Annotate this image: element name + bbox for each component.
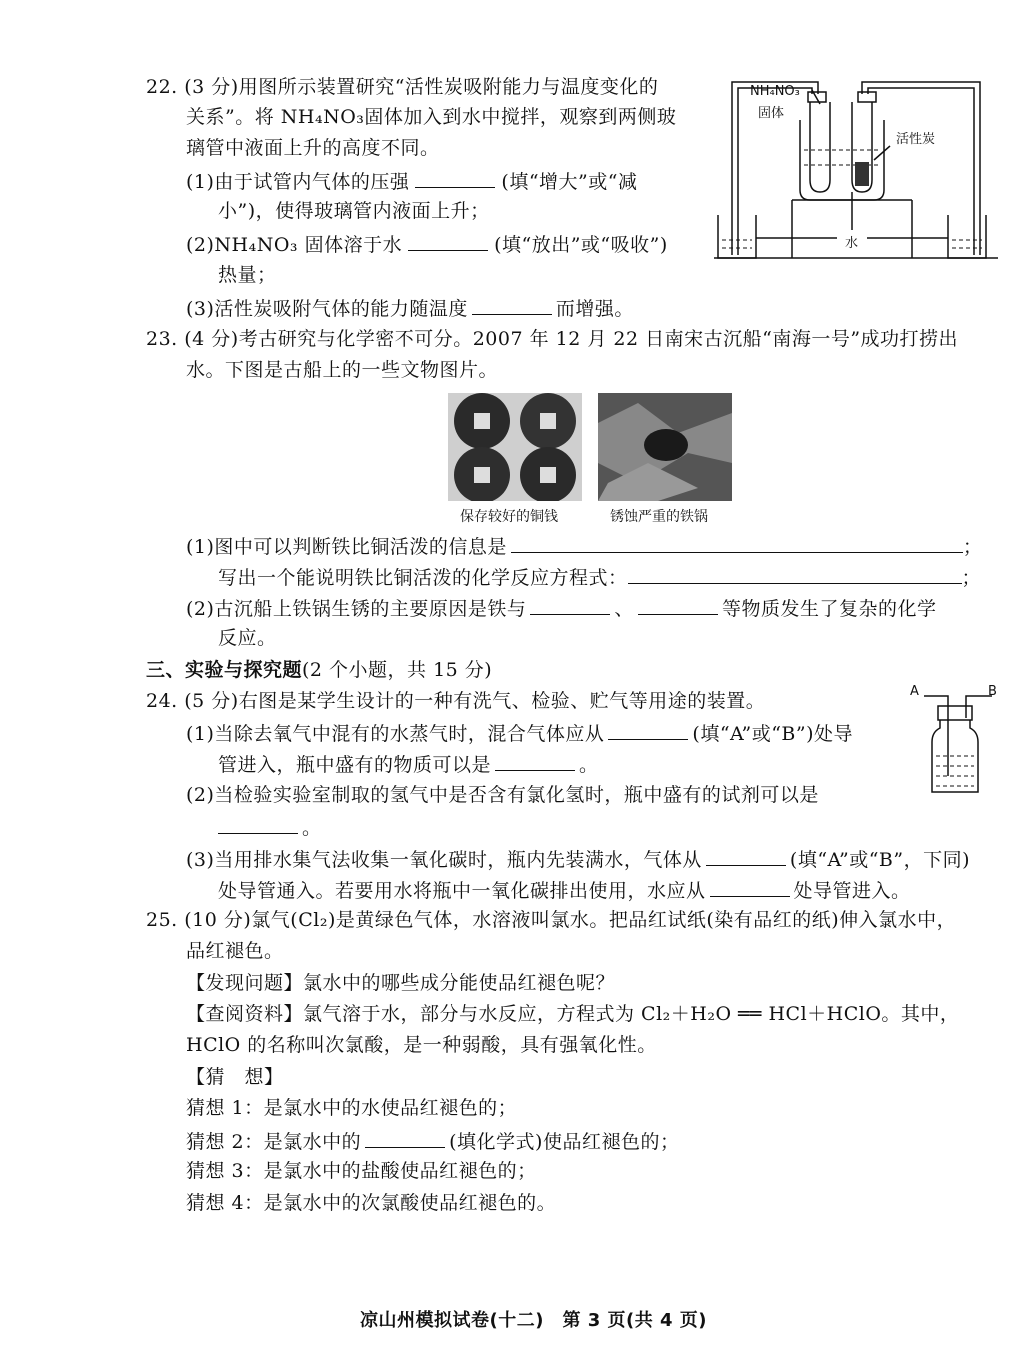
q24-part1-cont — [218, 750, 599, 778]
q22-stem-line1: 22. (3 分)用图所示装置研究“活性炭吸附能力与温度变化的 — [146, 76, 659, 98]
q24-part3-cont-text: 处导管通入。若要用水将瓶中一氧化碳排出使用，水应从 — [218, 880, 706, 902]
q25-reference-line1: 【查阅资料】氯气溶于水，部分与水反应，方程式为 Cl₂＋H₂O ══ HCl＋HClO。其中， — [186, 1003, 960, 1025]
q23-part2 — [186, 594, 936, 622]
q24-part3 — [186, 845, 970, 873]
q24-blank2[interactable] — [495, 750, 575, 771]
fig-label-carbon: 活性炭 — [896, 132, 936, 147]
q25-guess-heading: 【猜 想】 — [186, 1066, 284, 1088]
copper-coins-image — [448, 393, 582, 501]
q23-part1-eq-text: 写出一个能说明铁比铜活泼的化学反应方程式： — [218, 567, 628, 589]
q23-blank1[interactable] — [511, 532, 963, 553]
q23-blank4[interactable] — [638, 594, 718, 615]
gas-bottle-drawing — [906, 684, 1002, 800]
q24-blank3[interactable] — [218, 813, 298, 834]
q22-part1-cont: 小”)，使得玻璃管内液面上升； — [218, 200, 490, 222]
q22-part3 — [186, 294, 634, 322]
q23-part1 — [186, 532, 982, 560]
q25-stem-line2: 品红褪色。 — [186, 940, 284, 962]
section-3-subtitle: (2 个小题，共 15 分) — [302, 659, 493, 681]
activated-carbon-fill — [855, 162, 869, 186]
period: 。 — [579, 754, 599, 776]
q22-part1 — [186, 167, 637, 195]
q22-blank3[interactable] — [472, 294, 552, 315]
q25-guess2-text: 猜想 2：是氯水中的 — [186, 1131, 362, 1153]
q22-part2-hint: (填“放出”或“吸收”) — [494, 234, 668, 256]
q22-apparatus-figure — [712, 70, 1002, 270]
q25-guess1: 猜想 1：是氯水中的水使品红褪色的； — [186, 1097, 518, 1119]
period: 。 — [302, 817, 322, 839]
fig-label-solid: 固体 — [758, 106, 785, 121]
q22-part2 — [186, 230, 668, 258]
section-3-title: 三、实验与探究题 — [146, 659, 303, 681]
semicolon: ； — [961, 567, 982, 589]
q24-blank1[interactable] — [608, 719, 688, 740]
q22-part1-hint: (填“增大”或“减 — [501, 171, 638, 193]
q24-part2-cont — [218, 813, 322, 841]
rusted-iron-pot-photo — [598, 393, 732, 501]
q22-part3-text: (3)活性炭吸附气体的能力随温度 — [186, 298, 468, 320]
q22-blank1[interactable] — [415, 167, 495, 188]
q23-part2-cont: 反应。 — [218, 627, 277, 649]
q22-part2-cont: 热量； — [218, 264, 277, 286]
q23-stem-line1: 23. (4 分)考古研究与化学密不可分。2007 年 12 月 22 日南宋古沉船“南海一号”成功打捞出 — [146, 328, 959, 350]
copper-coins-photo — [448, 393, 582, 501]
q25-find-problem: 【发现问题】氯水中的哪些成分能使品红褪色呢？ — [186, 972, 616, 994]
q22-part1-text: (1)由于试管内气体的压强 — [186, 171, 410, 193]
q24-part1-text: (1)当除去氧气中混有的水蒸气时，混合气体应从 — [186, 723, 605, 745]
q24-stem: 24. (5 分)右图是某学生设计的一种有洗气、检验、贮气等用途的装置。 — [146, 690, 766, 712]
q24-part3-text: (3)当用排水集气法收集一氧化碳时，瓶内先装满水，气体从 — [186, 849, 702, 871]
q25-reference-line2: HClO 的名称叫次氯酸，是一种弱酸，具有强氧化性。 — [186, 1034, 657, 1056]
semicolon: ； — [962, 536, 983, 558]
separator: 、 — [614, 598, 634, 620]
rusted-iron-pot-image — [598, 393, 732, 501]
q24-part1-hint: (填“A”或“B”)处导 — [692, 723, 853, 745]
q25-guess2 — [186, 1127, 679, 1155]
q25-guess4: 猜想 4：是氯水中的次氯酸使品红褪色的。 — [186, 1192, 557, 1214]
q22-part2-text: (2)NH₄NO₃ 固体溶于水 — [186, 234, 403, 256]
q25-guess3: 猜想 3：是氯水中的盐酸使品红褪色的； — [186, 1160, 537, 1182]
q24-part1-cont-text: 管进入，瓶中盛有的物质可以是 — [218, 754, 492, 776]
fig-label-b: B — [988, 684, 997, 699]
q25-blank1[interactable] — [365, 1127, 445, 1148]
fig-label-water: 水 — [845, 236, 859, 251]
q25-guess2-end: (填化学式)使品红褪色的； — [449, 1131, 680, 1153]
q22-blank2[interactable] — [408, 230, 488, 251]
q24-part3-end: 处导管进入。 — [793, 880, 911, 902]
gas-washing-bottle-figure — [906, 684, 1002, 800]
q23-blank3[interactable] — [530, 594, 610, 615]
q24-blank4[interactable] — [706, 845, 786, 866]
q24-part1 — [186, 719, 853, 747]
q24-part2: (2)当检验实验室制取的氢气中是否含有氯化氢时，瓶中盛有的试剂可以是 — [186, 784, 819, 806]
q24-part3-cont — [218, 876, 911, 904]
caption-iron-pot: 锈蚀严重的铁锅 — [610, 509, 708, 525]
q24-part3-hint: (填“A”或“B”，下同) — [789, 849, 970, 871]
q25-stem-line1: 25. (10 分)氯气(Cl₂)是黄绿色气体，水溶液叫氯水。把品红试纸(染有品红的纸)伸入氯水中， — [146, 909, 957, 931]
q22-part3-end: 而增强。 — [555, 298, 634, 320]
q23-part2-text: (2)古沉船上铁锅生锈的主要原因是铁与 — [186, 598, 527, 620]
caption-copper-coins: 保存较好的铜钱 — [460, 509, 558, 525]
q22-stem-line2: 关系”。将 NH₄NO₃固体加入到水中搅拌，观察到两侧玻 — [186, 106, 677, 128]
q23-part2-end: 等物质发生了复杂的化学 — [721, 598, 937, 620]
section-3-heading — [146, 657, 492, 683]
q23-blank2[interactable] — [628, 563, 962, 584]
q22-stem-line3: 璃管中液面上升的高度不同。 — [186, 137, 440, 159]
q23-part1-eq — [218, 563, 981, 591]
fig-label-nh4no3: NH₄NO₃ — [750, 84, 800, 99]
page-footer: 凉山州模拟试卷(十二) 第 3 页(共 4 页) — [360, 1310, 708, 1331]
q23-part1-text: (1)图中可以判断铁比铜活泼的信息是 — [186, 536, 507, 558]
q23-stem-line2: 水。下图是古船上的一些文物图片。 — [186, 359, 499, 381]
q24-blank5[interactable] — [710, 876, 790, 897]
fig-label-a: A — [910, 684, 919, 699]
